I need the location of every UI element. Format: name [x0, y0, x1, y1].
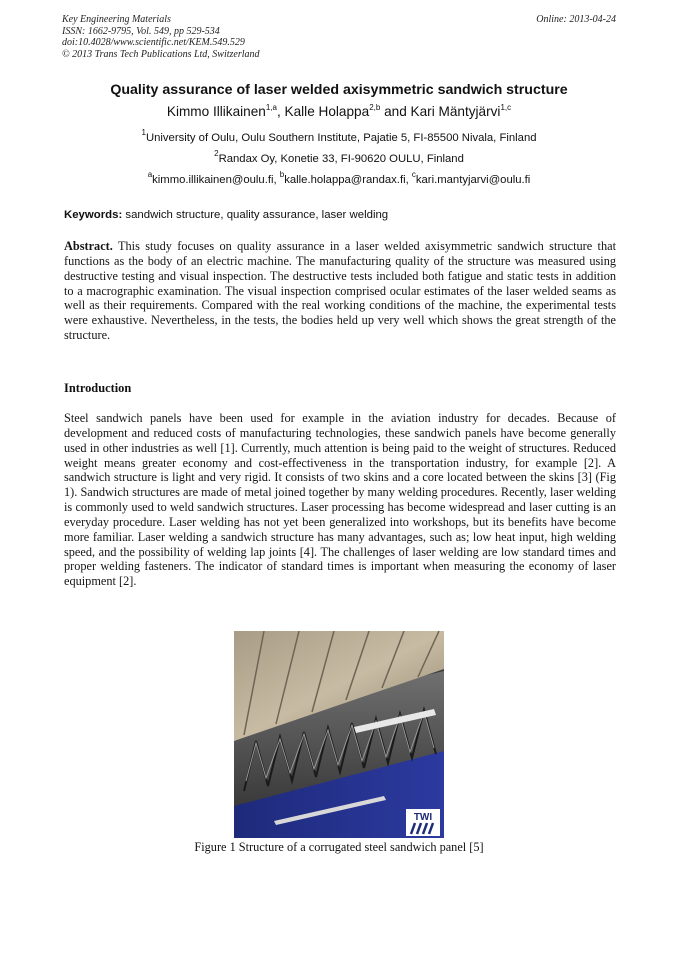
abstract-paragraph — [64, 239, 616, 343]
sandwich-panel-illustration — [234, 631, 444, 838]
author-name: Kalle Holappa — [284, 104, 370, 119]
issn-line: ISSN: 1662-9795, Vol. 549, pp 529-534 — [62, 25, 220, 37]
author-superscript: 2,b — [369, 103, 381, 112]
keywords-text: sandwich structure, quality assurance, laser welding — [122, 209, 389, 221]
email-superscript: a — [147, 170, 153, 179]
affiliation-text: University of Oulu, Oulu Southern Institute, Pajatie 5, FI-85500 Nivala, Finland — [145, 132, 537, 144]
abstract-label: Abstract. — [64, 239, 113, 253]
affiliation-2 — [0, 149, 678, 165]
sandwich-panel-photo — [234, 631, 444, 838]
author-separator: , — [276, 104, 285, 119]
affiliation-1 — [0, 128, 678, 144]
author-superscript: 1,c — [500, 103, 512, 112]
keywords-line — [64, 209, 616, 221]
affiliation-text: Randax Oy, Konetie 33, FI-90620 OULU, Finland — [218, 153, 464, 165]
journal-name: Key Engineering Materials — [62, 14, 171, 25]
affiliation-superscript: 1 — [141, 128, 146, 137]
keywords-label: Keywords: — [64, 209, 123, 221]
abstract-text: This study focuses on quality assurance in a laser welded axisymmetric sandwich structure that functions as the body of an electric machine. The manufacturing quality of the structure was measured using destructive testing and visual inspection. The destructive tests included both fatigue and static tests in addition to a macrographic examination. The visual inspection comprised ocular estimates of the laser welded seams as well as their requirements. Compared with the real working conditions of the machine, the experimental tests were exhaustive. Nevertheless, in the tests, the bodies held up very well which shows the great strength of the structure. — [64, 239, 616, 343]
online-date: Online: 2013-04-24 — [536, 14, 616, 25]
email-link[interactable]: kimmo.illikainen@oulu.fi, — [152, 174, 280, 186]
author-superscript: 1,a — [265, 103, 277, 112]
section-heading: Introduction — [64, 381, 132, 395]
author-list — [0, 104, 678, 119]
email-superscript: c — [411, 170, 416, 179]
affiliation-superscript: 2 — [214, 149, 219, 158]
email-link[interactable]: kalle.holappa@randax.fi, — [284, 174, 412, 186]
email-link[interactable]: kari.mantyjarvi@oulu.fi — [415, 174, 531, 186]
author-name: Kimmo Illikainen — [166, 104, 266, 119]
figure-caption: Figure 1 Structure of a corrugated steel sandwich panel [5] — [194, 840, 484, 854]
journal-header — [62, 14, 616, 60]
author-name: Kari Mäntyjärvi — [410, 104, 501, 119]
paper-title: Quality assurance of laser welded axisymmetric sandwich structure — [110, 82, 568, 98]
doi-line: doi:10.4028/www.scientific.net/KEM.549.529 — [62, 37, 245, 48]
author-separator: and — [380, 104, 411, 119]
twi-logo: TWI — [413, 812, 433, 823]
email-list — [0, 170, 678, 186]
copyright-line: © 2013 Trans Tech Publications Ltd, Switzerland — [62, 48, 260, 60]
introduction-paragraph: Steel sandwich panels have been used for example in the aviation industry for decades. Because of development and reduced costs of manufacturing technologies, these sandwich panels have become generally used in other industries as well [1]. Currently, much attention is being paid to the weight of structures. Reduced weight means greater economy and cost-effectiveness in the transportation industry, for example [2]. A sandwich structure is light and very rigid. It consists of two skins and a core located between the skins [3] (Fig 1). Sandwich structures are made of metal joined together by many welding procedures. Recently, laser welding is commonly used to weld sandwich structures. Laser processing has become widespread and laser cutting is an everyday procedure. Laser welding has not yet been generalized into workshops, but its benefits have become more familiar. Laser welding a sandwich structure has many advantages, such as; low heat input, high welding speed, and the possibility of welding lap joints [4]. The challenges of laser welding are low standard times and proper welding fasteners. The indicator of standard times is important when measuring the economy of laser equipment [2]. — [64, 411, 616, 589]
email-superscript: b — [279, 170, 285, 179]
